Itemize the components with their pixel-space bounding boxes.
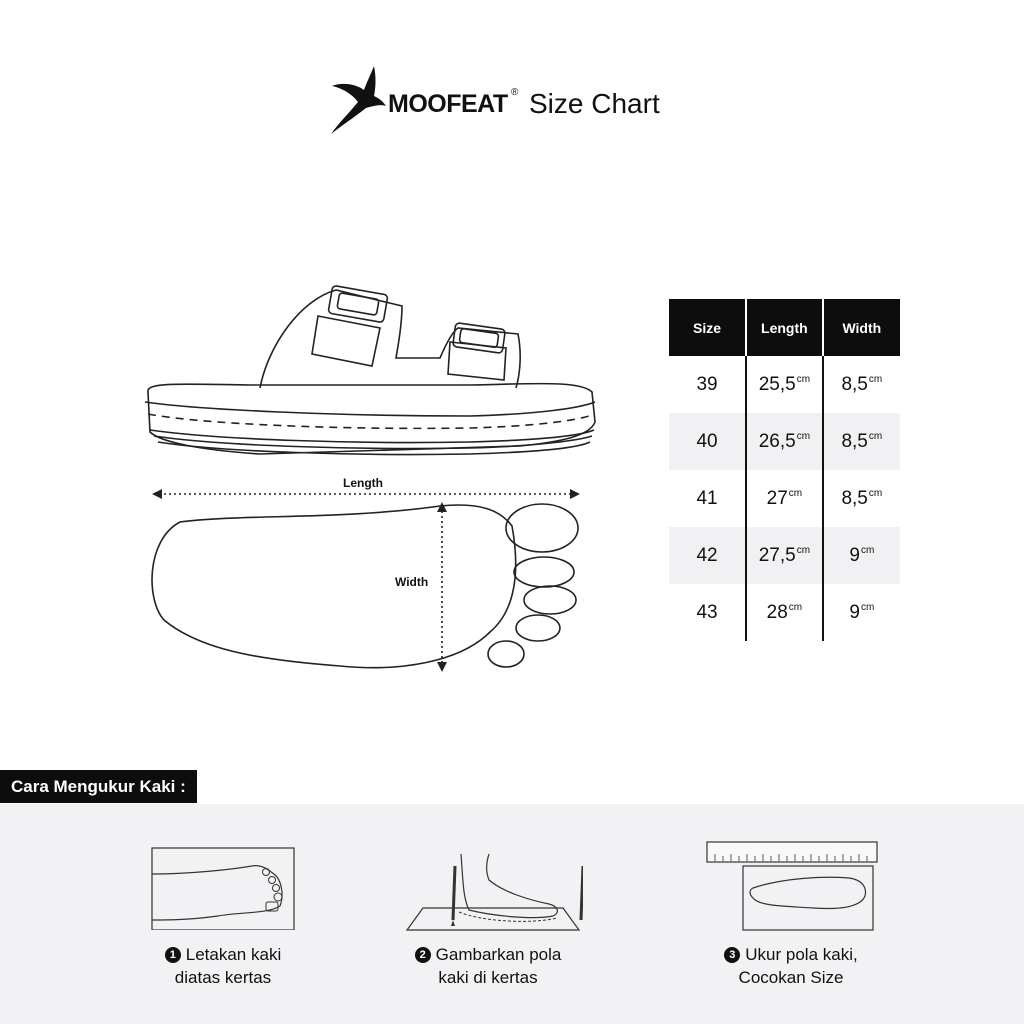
size-table: [669, 299, 900, 641]
width-cell: $8,5^{cm}$: [823, 413, 900, 470]
length-cell: $25,5^{cm}$: [746, 356, 823, 413]
howto-heading: Cara Mengukur Kaki :: [0, 770, 197, 803]
table-row: [669, 470, 900, 527]
width-cell: $9^{cm}$: [849, 601, 875, 623]
foot-on-paper-icon: [148, 840, 298, 930]
length-cell: $27^{cm}$: [746, 470, 823, 527]
header-length: Length: [746, 299, 823, 356]
table-row: [669, 413, 900, 470]
measurement-diagram: [140, 270, 610, 690]
step-3-caption: 3 Ukur pola kaki, Cocokan Size: [676, 943, 906, 989]
brand-name: MOOFEAT: [388, 90, 508, 118]
length-cell: $27,5^{cm}$: [746, 527, 823, 584]
step-1: [108, 840, 338, 987]
table-header-row: [669, 299, 900, 356]
header-size: Size: [669, 299, 746, 356]
step-2-number: 2: [415, 947, 431, 963]
table-row: [669, 356, 900, 413]
header: [0, 60, 1024, 140]
ruler-measure-icon: [703, 840, 879, 934]
registered-mark: ®: [511, 87, 519, 98]
table-row: [669, 527, 900, 584]
swallow-logo-icon: [330, 62, 388, 136]
step-3: [676, 840, 906, 987]
foot-outline-icon: [152, 504, 578, 668]
size-cell: 42: [669, 527, 746, 584]
size-cell: 40: [669, 413, 746, 470]
page-title: Size Chart: [529, 88, 660, 119]
size-cell: 43: [669, 584, 746, 641]
width-label: Width: [395, 575, 429, 589]
length-cell: $28^{cm}$: [746, 584, 823, 641]
length-label: Length: [343, 476, 383, 490]
size-cell: 41: [669, 470, 746, 527]
step-2: [373, 840, 603, 987]
length-cell: $26,5^{cm}$: [746, 413, 823, 470]
step-3-number: 3: [724, 947, 740, 963]
size-cell: 39: [669, 356, 746, 413]
width-cell: $8,5^{cm}$: [841, 373, 883, 395]
sandal-icon: [145, 285, 595, 454]
step-1-number: 1: [165, 947, 181, 963]
trace-foot-icon: [393, 840, 583, 934]
width-cell: $9^{cm}$: [823, 527, 900, 584]
step-2-caption: 2 Gambarkan pola kaki di kertas: [373, 943, 603, 989]
header-width: Width: [823, 299, 900, 356]
step-1-caption: 1 Letakan kaki diatas kertas: [108, 943, 338, 989]
width-cell: $8,5^{cm}$: [841, 487, 883, 509]
table-row: [669, 584, 900, 641]
